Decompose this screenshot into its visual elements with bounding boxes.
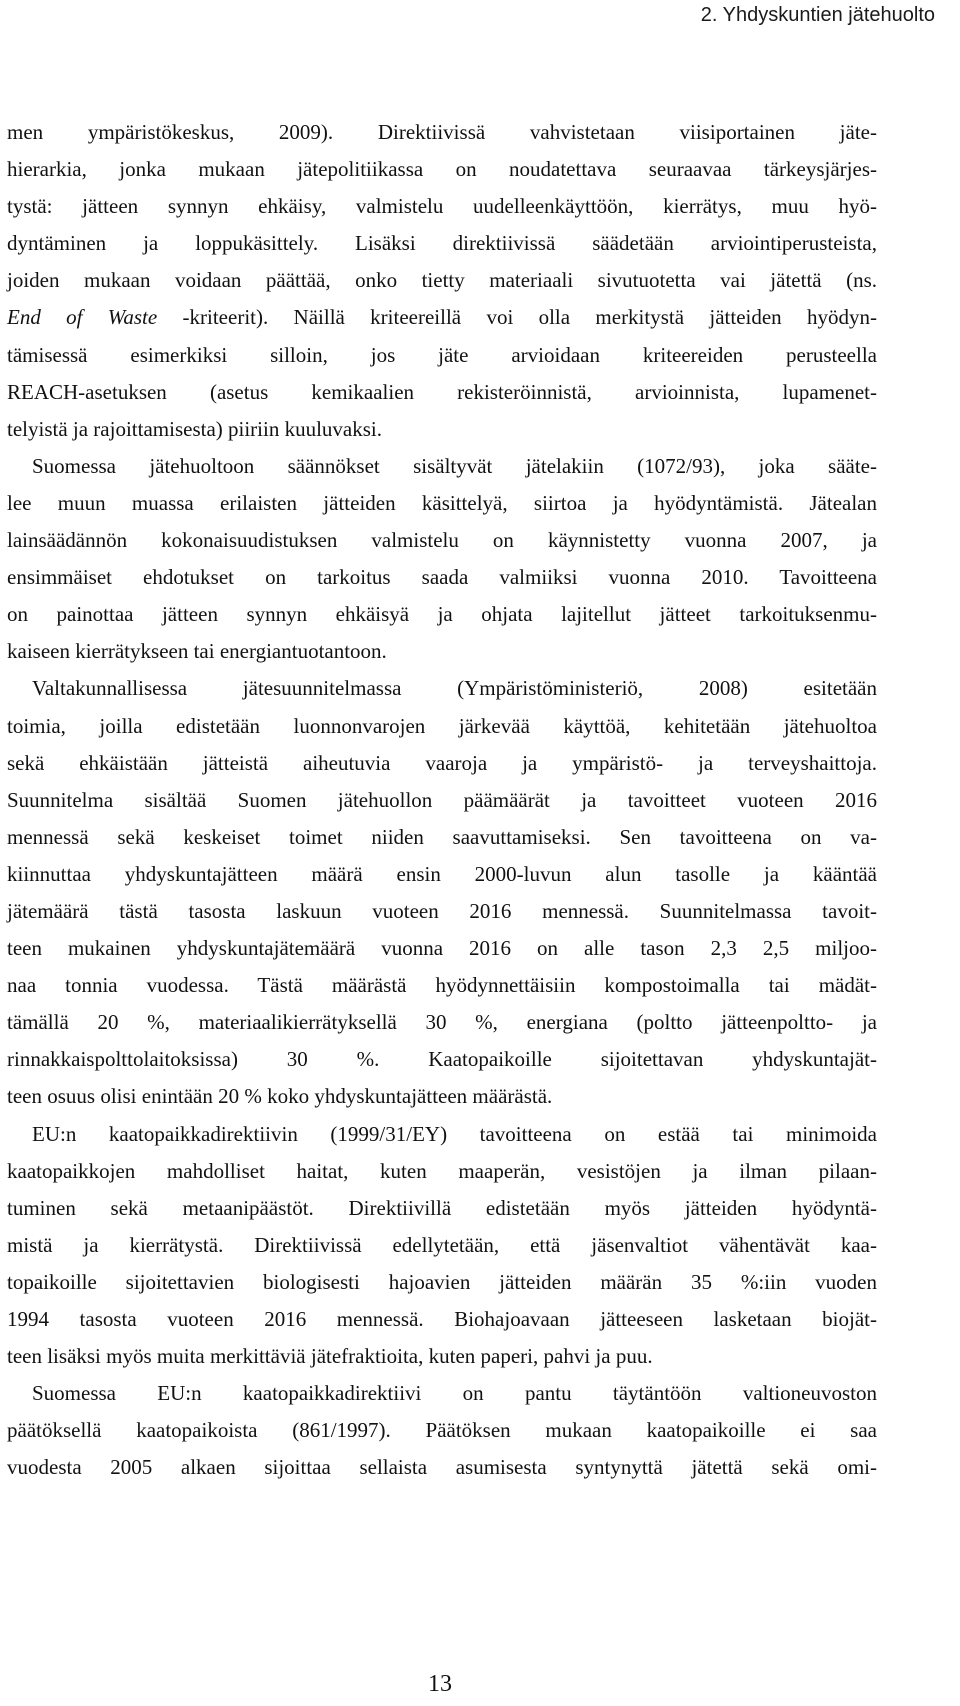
text-line: REACH-asetuksen (asetus kemikaalien rekisteröinnistä, arvioinnista, lupamenet- [7, 379, 877, 404]
text-line: teen mukainen yhdyskuntajätemäärä vuonna 2016 on alle tason 2,3 2,5 miljoo- [7, 936, 877, 961]
text-line: men ympäristökeskus, 2009). Direktiivissä vahvistetaan viisiportainen jäte- [7, 120, 877, 144]
paragraph [7, 448, 877, 671]
text-line: joiden mukaan voidaan päättää, onko tietty materiaali sivutuotetta vai jätettä (ns. [7, 268, 877, 293]
text-line: päätöksellä kaatopaikoista (861/1997). Päätöksen mukaan kaatopaikoille ei saa [7, 1418, 877, 1443]
text-line: naa tonnia vuodessa. Tästä määrästä hyödynnettäisiin kompostoimalla tai mädät- [7, 973, 877, 998]
text-line: Suomessa jätehuoltoon säännökset sisältyvät jätelakiin (1072/93), joka sääte- [32, 453, 877, 478]
emphasized-term: End of Waste [7, 305, 158, 330]
text-run: -kriteerit). Näillä kriteereillä voi olla merkitystä jätteiden hyödyn- [157, 305, 877, 330]
text-line: Valtakunnallisessa jätesuunnitelmassa (Ympäristöministeriö, 2008) esitetään [32, 676, 877, 701]
paragraph [7, 670, 877, 1115]
text-line: toimia, joilla edistetään luonnonvarojen järkevää käyttöä, kehitetään jätehuoltoa [7, 713, 877, 738]
text-line: dyntäminen ja loppukäsittely. Lisäksi direktiivissä säädetään arviointiperusteista, [7, 231, 877, 256]
text-line: teen osuus olisi enintään 20 % koko yhdyskuntajätteen määrästä. [7, 1084, 553, 1109]
paragraph [7, 1116, 877, 1376]
text-line: sekä ehkäistään jätteistä aiheutuvia vaaroja ja ympäristö- ja terveyshaittoja. [7, 750, 877, 775]
text-line: mistä ja kierrätystä. Direktiivissä edellytetään, että jäsenvaltiot vähentävät kaa- [7, 1232, 877, 1257]
text-line: rinnakkaispolttolaitoksissa) 30 %. Kaatopaikoille sijoitettavan yhdyskuntajät- [7, 1047, 877, 1072]
text-line: mennessä sekä keskeiset toimet niiden saavuttamiseksi. Sen tavoitteena on va- [7, 824, 877, 849]
text-line: Suunnitelma sisältää Suomen jätehuollon päämäärät ja tavoitteet vuoteen 2016 [7, 787, 877, 812]
text-line: tämisessä esimerkiksi silloin, jos jäte arvioidaan kriteereiden perusteella [7, 342, 877, 367]
text-line [7, 299, 877, 336]
text-line: EU:n kaatopaikkadirektiivin (1999/31/EY) tavoitteena on estää tai minimoida [32, 1121, 877, 1146]
text-line: on painottaa jätteen synnyn ehkäisyä ja ohjata lajitellut jätteet tarkoituksenmu- [7, 602, 877, 627]
paragraph [7, 114, 877, 448]
running-header: 2. Yhdyskuntien jätehuolto [700, 4, 935, 26]
text-line: 1994 tasosta vuoteen 2016 mennessä. Biohajoavaan jätteeseen lasketaan biojät- [7, 1307, 877, 1331]
text-line: teen lisäksi myös muita merkittäviä jätefraktioita, kuten paperi, pahvi ja puu. [7, 1344, 653, 1369]
text-line: lee muun muassa erilaisten jätteiden käsittelyä, siirtoa ja hyödyntämistä. Jätealan [7, 490, 877, 515]
page-number: 13 [428, 1671, 452, 1697]
text-line: telyistä ja rajoittamisesta) piiriin kuuluvaksi. [7, 416, 383, 441]
text-line: kiinnuttaa yhdyskuntajätteen määrä ensin 2000-luvun alun tasolle ja kääntää [7, 861, 877, 886]
text-line: lainsäädännön kokonaisuudistuksen valmistelu on käynnistetty vuonna 2007, ja [7, 528, 877, 553]
paragraph [7, 1375, 877, 1486]
text-line: ensimmäiset ehdotukset on tarkoitus saada valmiiksi vuonna 2010. Tavoitteena [7, 565, 877, 590]
text-line: kaiseen kierrätykseen tai energiantuotantoon. [7, 639, 387, 664]
text-line: jätemäärä tästä tasosta laskuun vuoteen 2016 mennessä. Suunnitelmassa tavoit- [7, 898, 877, 923]
text-line: kaatopaikkojen mahdolliset haitat, kuten maaperän, vesistöjen ja ilman pilaan- [7, 1158, 877, 1183]
text-line: Suomessa EU:n kaatopaikkadirektiivi on pantu täytäntöön valtioneuvoston [32, 1381, 877, 1406]
text-line: tystä: jätteen synnyn ehkäisy, valmistelu uudelleenkäyttöön, kierrätys, muu hyö- [7, 194, 877, 219]
text-line: vuodesta 2005 alkaen sijoittaa sellaista asumisesta syntynyttä jätettä sekä omi- [7, 1455, 877, 1480]
text-line: tuminen sekä metaanipäästöt. Direktiivillä edistetään myös jätteiden hyödyntä- [7, 1195, 877, 1220]
body-text [7, 114, 877, 1486]
text-line: topaikoille sijoitettavien biologisesti hajoavien jätteiden määrän 35 %:iin vuoden [7, 1269, 877, 1294]
text-line: tämällä 20 %, materiaalikierrätyksellä 30 %, energiana (poltto jätteenpoltto- ja [7, 1010, 877, 1035]
text-line: hierarkia, jonka mukaan jätepolitiikassa on noudatettava seuraavaa tärkeysjärjes- [7, 157, 877, 182]
